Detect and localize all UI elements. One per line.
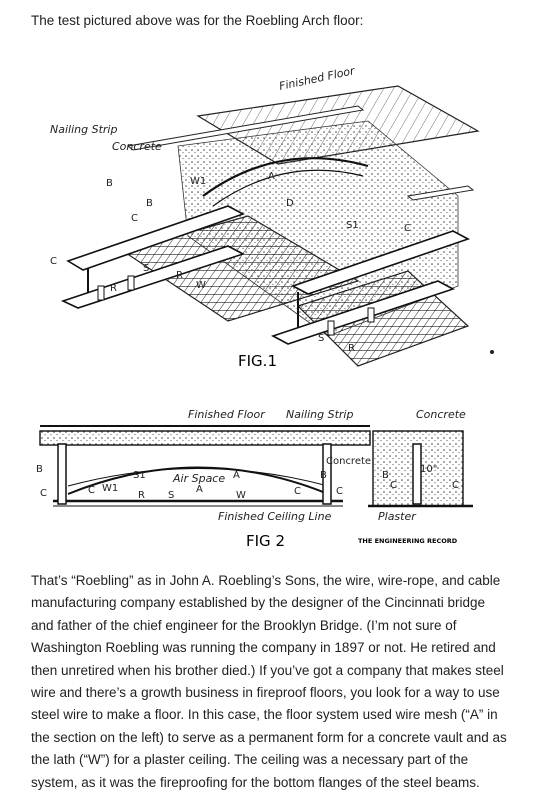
fig1-caption: FIG.1: [238, 352, 277, 370]
fig1-label-b-1: B: [106, 178, 113, 189]
fig2-label-c-4: C: [336, 486, 343, 497]
fig2-concrete-label: Concrete: [326, 456, 372, 467]
fig1-label-c-3: C: [404, 223, 411, 234]
fig2-concrete-top-label: Concrete: [416, 408, 466, 421]
fig1-concrete-label: Concrete: [112, 140, 162, 153]
roebling-arch-floor-figure: [28, 46, 498, 556]
fig1-finished-floor-label: Finished Floor: [277, 64, 356, 93]
fig2-label-c-2: C: [88, 485, 95, 496]
fig2-nailing-strip-label: Nailing Strip: [286, 408, 354, 421]
fig2-label-c-6: C: [452, 480, 459, 491]
fig1-label-c-2: C: [50, 256, 57, 267]
fig2-label-w: W: [236, 490, 246, 501]
fig2-label-r: R: [138, 490, 145, 501]
floor-system-drawing: [28, 46, 498, 556]
fig2-label-w1: W1: [102, 483, 119, 494]
fig2-label-a-1: A: [233, 470, 240, 481]
fig1-label-d: D: [286, 198, 294, 209]
fig2-label-c-5: C: [390, 480, 397, 491]
fig2-label-a-2: A: [196, 484, 203, 495]
fig1-label-s1: S1: [346, 220, 359, 231]
engineering-record-credit: THE ENGINEERING RECORD: [358, 537, 458, 545]
fig2-plaster-label: Plaster: [378, 510, 416, 523]
fig1-label-s: S: [143, 263, 150, 274]
intro-paragraph: The test pictured above was for the Roebling Arch floor:: [31, 13, 364, 28]
fig1-label-a: A: [268, 171, 275, 182]
fig2-label-c-3: C: [294, 486, 301, 497]
fig1-label-b-2: B: [146, 198, 153, 209]
fig1-label-w: W: [196, 280, 206, 291]
fig1-label-w1: W1: [190, 176, 207, 187]
fig2-label-c-1: C: [40, 488, 47, 499]
fig2-label-s: S: [168, 490, 175, 501]
fig2-label-b-3: B: [382, 470, 389, 481]
fig1-drawing: [63, 86, 478, 366]
body-paragraph: That’s “Roebling” as in John A. Roebling’s Sons, the wire, wire-rope, and cable manufacturing company established by the designer of the Cincinnati bridge and father of the chief engineer for the Brooklyn Bridge. (I’m not sure of Washington Roebling was running the company in 1897 or not. He retired and then unretired when his brother died.) If you’ve got a company that makes steel wire and there’s a growth business in fireproof floors, you look for a way to use steel wire to make a floor. In this case, the floor system used wire mesh (“A” in the section on the left) to serve as a permanent form for a concrete vault and as the lath (“W”) for a plaster ceiling. The ceiling was a necessary part of the system, as it was the fireproofing for the bottom flanges of the steel beams.: [31, 573, 507, 790]
fig1-label-c-1: C: [131, 213, 138, 224]
fig2-drawing: [40, 426, 473, 506]
fig1-label-r-2: R: [110, 283, 117, 294]
fig2-finished-floor-label: Finished Floor: [188, 408, 265, 421]
fig1-label-s-2: S: [318, 333, 325, 344]
stray-dot: [490, 350, 494, 354]
fig2-finished-ceiling-label: Finished Ceiling Line: [218, 510, 332, 523]
fig1-nailing-strip-label: Nailing Strip: [50, 123, 118, 136]
fig1-label-r: R: [176, 270, 183, 281]
fig1-label-r-3: R: [348, 343, 355, 354]
fig2-dim-label: 10": [420, 464, 438, 475]
fig2-label-b-2: B: [320, 470, 327, 481]
fig2-label-b-1: B: [36, 464, 43, 475]
fig2-caption: FIG 2: [246, 532, 285, 550]
fig2-air-space-label: Air Space: [173, 472, 226, 485]
fig2-label-s1: S1: [133, 470, 146, 481]
